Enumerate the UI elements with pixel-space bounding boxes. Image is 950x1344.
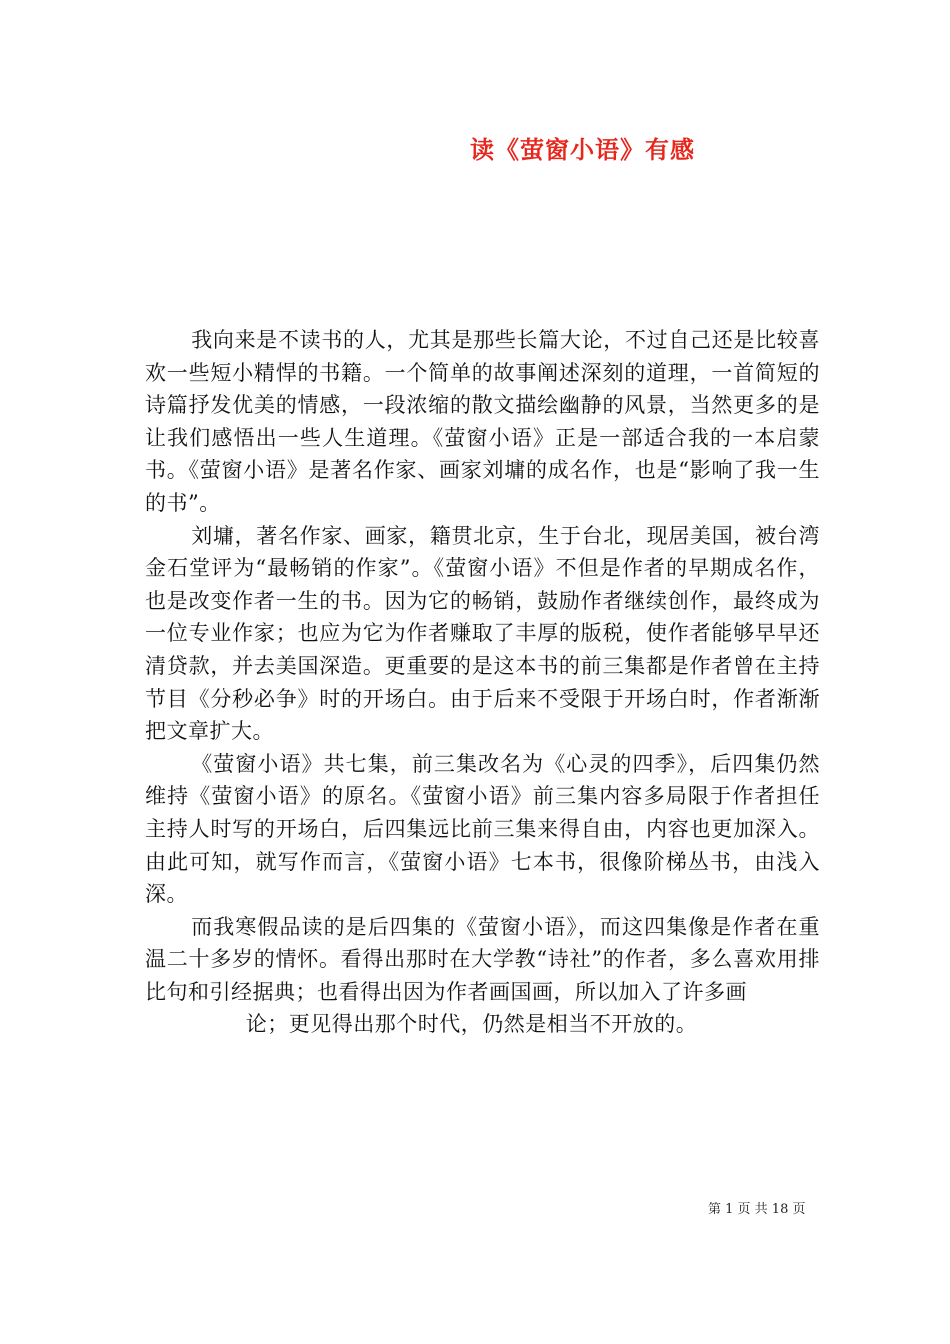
page-number-footer: 第 1 页 共 18 页: [708, 1202, 806, 1217]
paragraph-intro: 我向来是不读书的人，尤其是那些长篇大论，不过自己还是比较喜欢一些短小精悍的书籍。一个简单的故事阐述深刻的道理，一首简短的诗篇抒发优美的情感，一段浓缩的散文描绘幽静的风景，当然更多的是让我们感悟出一些人生道理。《萤窗小语》正是一部适合我的一本启蒙书。《萤窗小语》是著名作家、画家刘墉的成名作，也是“影响了我一生的书”。: [145, 328, 820, 515]
paragraph-author: 刘墉，著名作家、画家，籍贯北京，生于台北，现居美国，被台湾金石堂评为“最畅销的作家”。《萤窗小语》不但是作者的早期成名作，也是改变作者一生的书。因为它的畅销，鼓励作者继续创作，最终成为一位专业作家；也应为它为作者赚取了丰厚的版税，使作者能够早早还清贷款，并去美国深造。更重要的是这本书的前三集都是作者曾在主持节目《分秒必争》时的开场白。由于后来不受限于开场白时，作者渐渐把文章扩大。: [145, 523, 820, 744]
document-title: 读《萤窗小语》有感: [470, 135, 695, 164]
paragraph-reading: 而我寒假品读的是后四集的《萤窗小语》，而这四集像是作者在重温二十多岁的情怀。看得出那时在大学教“诗社”的作者，多么喜欢用排比句和引经据典；也看得出因为作者画国画，所以加入了许多画: [145, 914, 820, 1004]
paragraph-collection: 《萤窗小语》共七集，前三集改名为《心灵的四季》，后四集仍然维持《萤窗小语》的原名。《萤窗小语》前三集内容多局限于作者担任主持人时写的开场白，后四集远比前三集来得自由，内容也更加深入。由此可知，就写作而言，《萤窗小语》七本书，很像阶梯丛书，由浅入深。: [145, 751, 820, 907]
document-body: [145, 324, 820, 1041]
paragraph-continuation: 论；更见得出那个时代，仍然是相当不开放的。: [245, 1012, 698, 1037]
